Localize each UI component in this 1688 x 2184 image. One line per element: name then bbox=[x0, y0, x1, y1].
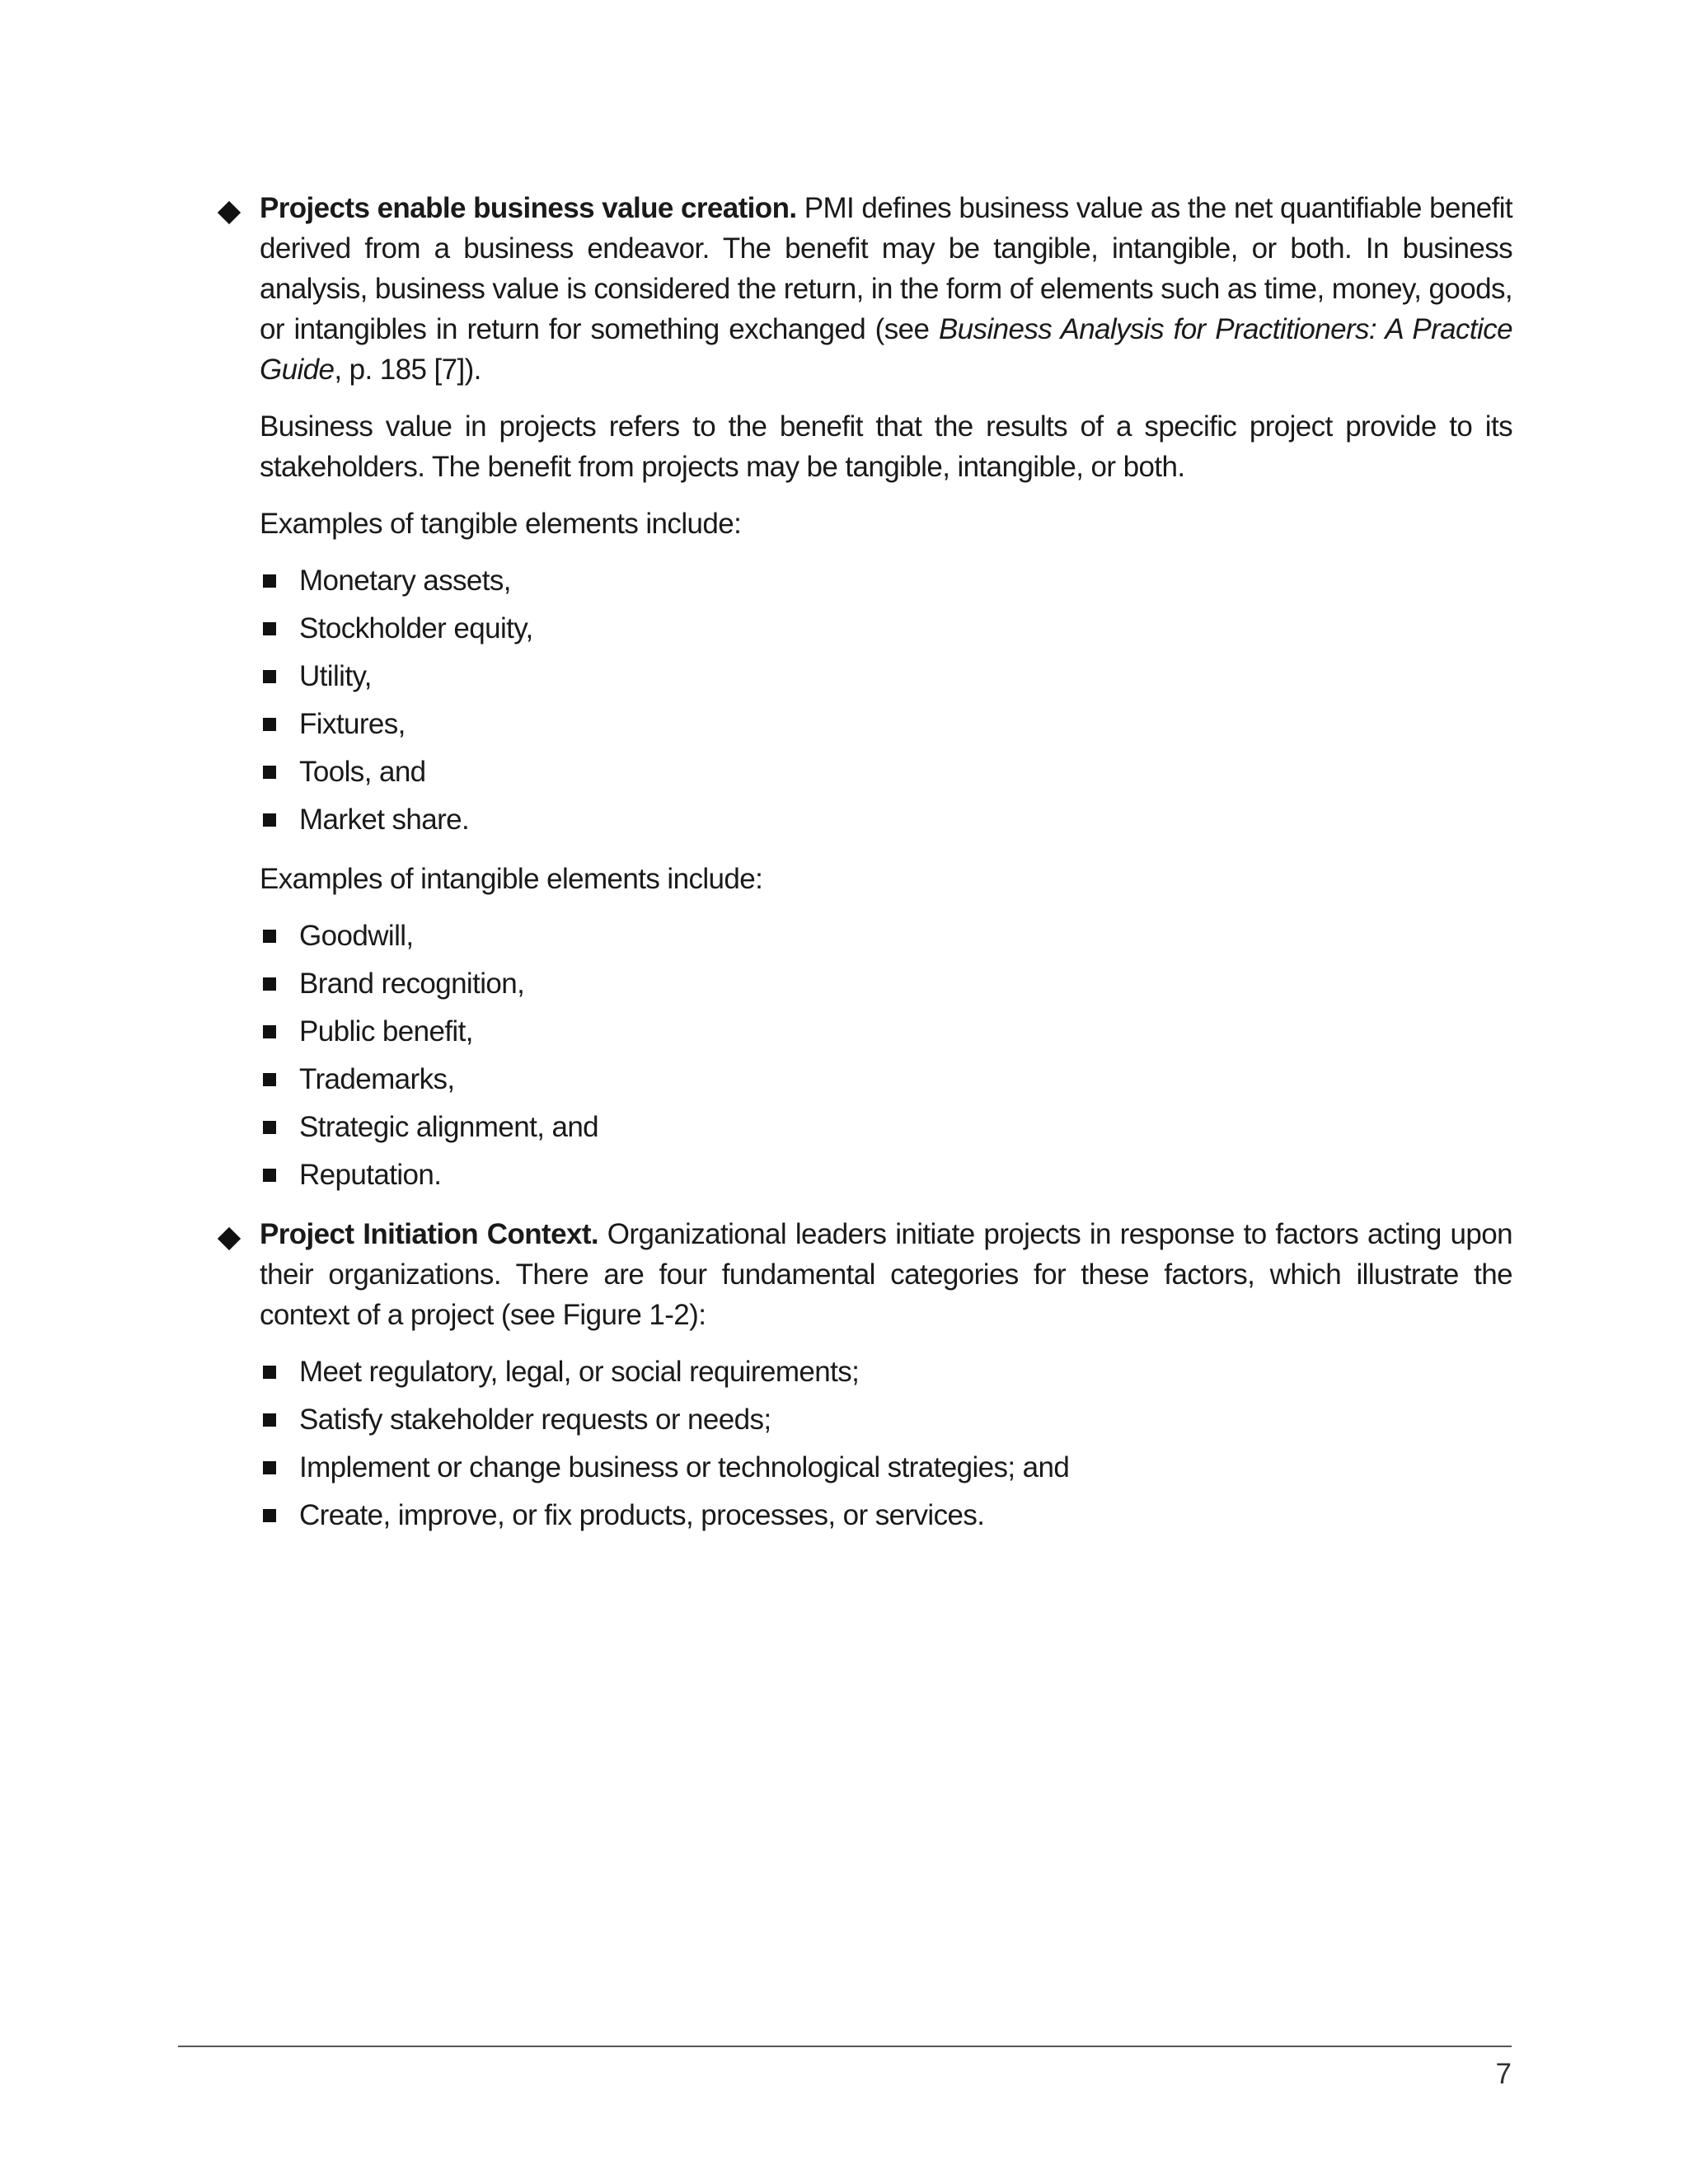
square-bullet-icon bbox=[263, 1413, 276, 1427]
list-item-text: Stockholder equity, bbox=[299, 612, 533, 644]
book-title: Business Analysis for Practitioners: A Practice Guide bbox=[260, 313, 1512, 386]
list-item-text: Utility, bbox=[299, 660, 372, 692]
business-value-lead: Projects enable business value creation. bbox=[260, 192, 797, 224]
list-item bbox=[260, 1011, 1512, 1059]
bullet-section-business-value bbox=[213, 188, 1512, 1202]
intangible-intro: Examples of intangible elements include: bbox=[260, 863, 763, 895]
initiation-context-lead: Project Initiation Context. bbox=[260, 1218, 599, 1250]
list-item bbox=[260, 799, 1512, 847]
page-number: 7 bbox=[1495, 2058, 1512, 2090]
list-item-text: Tools, and bbox=[299, 756, 426, 788]
list-item bbox=[260, 1059, 1512, 1107]
list-item bbox=[260, 560, 1512, 608]
square-bullet-icon bbox=[263, 622, 276, 635]
list-item-text: Brand recognition, bbox=[299, 968, 525, 1000]
square-bullet-icon bbox=[263, 1461, 276, 1474]
footer-divider bbox=[178, 2046, 1512, 2047]
page-content bbox=[213, 188, 1512, 1554]
square-bullet-icon bbox=[263, 1366, 276, 1379]
list-item bbox=[260, 656, 1512, 704]
list-item-text: Create, improve, or fix products, processes, or services. bbox=[299, 1499, 985, 1531]
list-item bbox=[260, 1352, 1512, 1399]
list-item-text: Implement or change business or technological strategies; and bbox=[299, 1451, 1070, 1483]
list-item-text: Fixtures, bbox=[299, 708, 406, 740]
initiation-context-text: Organizational leaders initiate projects in response to factors acting upon their organizations. There are four fundamental categories for these factors, which illustrate the context of a project (see Figure 1-2): bbox=[260, 1218, 1512, 1331]
list-item bbox=[260, 1399, 1512, 1447]
square-bullet-icon bbox=[263, 718, 276, 731]
list-item bbox=[260, 1107, 1512, 1155]
square-bullet-icon bbox=[263, 1073, 276, 1086]
square-bullet-icon bbox=[263, 670, 276, 683]
list-item bbox=[260, 1495, 1512, 1543]
list-item bbox=[260, 963, 1512, 1011]
list-item-text: Market share. bbox=[299, 804, 470, 836]
square-bullet-icon bbox=[263, 977, 276, 991]
square-bullet-icon bbox=[263, 930, 276, 943]
list-item-text: Monetary assets, bbox=[299, 565, 511, 597]
list-item-text: Trademarks, bbox=[299, 1063, 455, 1095]
list-item bbox=[260, 1155, 1512, 1202]
initiation-context-paragraph bbox=[260, 1214, 1512, 1335]
list-item bbox=[260, 1447, 1512, 1495]
list-item-text: Goodwill, bbox=[299, 920, 414, 952]
square-bullet-icon bbox=[263, 766, 276, 779]
square-bullet-icon bbox=[263, 1509, 276, 1522]
business-value-projects-paragraph: Business value in projects refers to the benefit that the results of a specific project provide to its stakeholders. The benefit from projects may be tangible, intangible, or both. bbox=[260, 410, 1512, 483]
list-item-text: Strategic alignment, and bbox=[299, 1111, 599, 1143]
tangible-list bbox=[260, 560, 1512, 847]
business-value-text-a: PMI defines business value as the net quantifiable benefit derived from a business endeavor. The benefit may be tangible, intangible, or both. In business analysis, business value is considered the return, in the form of elements such as time, money, goods, or intangibles in return for something exchanged (see bbox=[260, 192, 1513, 345]
initiation-factors-list bbox=[260, 1352, 1512, 1543]
list-item-text: Public benefit, bbox=[299, 1015, 473, 1047]
business-value-text-b: , p. 185 [7]). bbox=[334, 354, 481, 386]
intangible-list bbox=[260, 916, 1512, 1202]
list-item-text: Reputation. bbox=[299, 1159, 442, 1191]
square-bullet-icon bbox=[263, 1121, 276, 1134]
square-bullet-icon bbox=[263, 1025, 276, 1038]
list-item-text: Meet regulatory, legal, or social requirements; bbox=[299, 1356, 860, 1388]
square-bullet-icon bbox=[263, 1169, 276, 1182]
tangible-intro: Examples of tangible elements include: bbox=[260, 508, 742, 540]
list-item bbox=[260, 916, 1512, 963]
square-bullet-icon bbox=[263, 574, 276, 588]
list-item-text: Satisfy stakeholder requests or needs; bbox=[299, 1404, 771, 1436]
list-item bbox=[260, 752, 1512, 799]
bullet-section-initiation-context bbox=[213, 1214, 1512, 1543]
diamond-bullet-icon bbox=[218, 201, 241, 224]
diamond-bullet-icon bbox=[218, 1227, 241, 1250]
square-bullet-icon bbox=[263, 813, 276, 827]
list-item bbox=[260, 704, 1512, 752]
list-item bbox=[260, 608, 1512, 656]
business-value-paragraph bbox=[260, 188, 1512, 390]
